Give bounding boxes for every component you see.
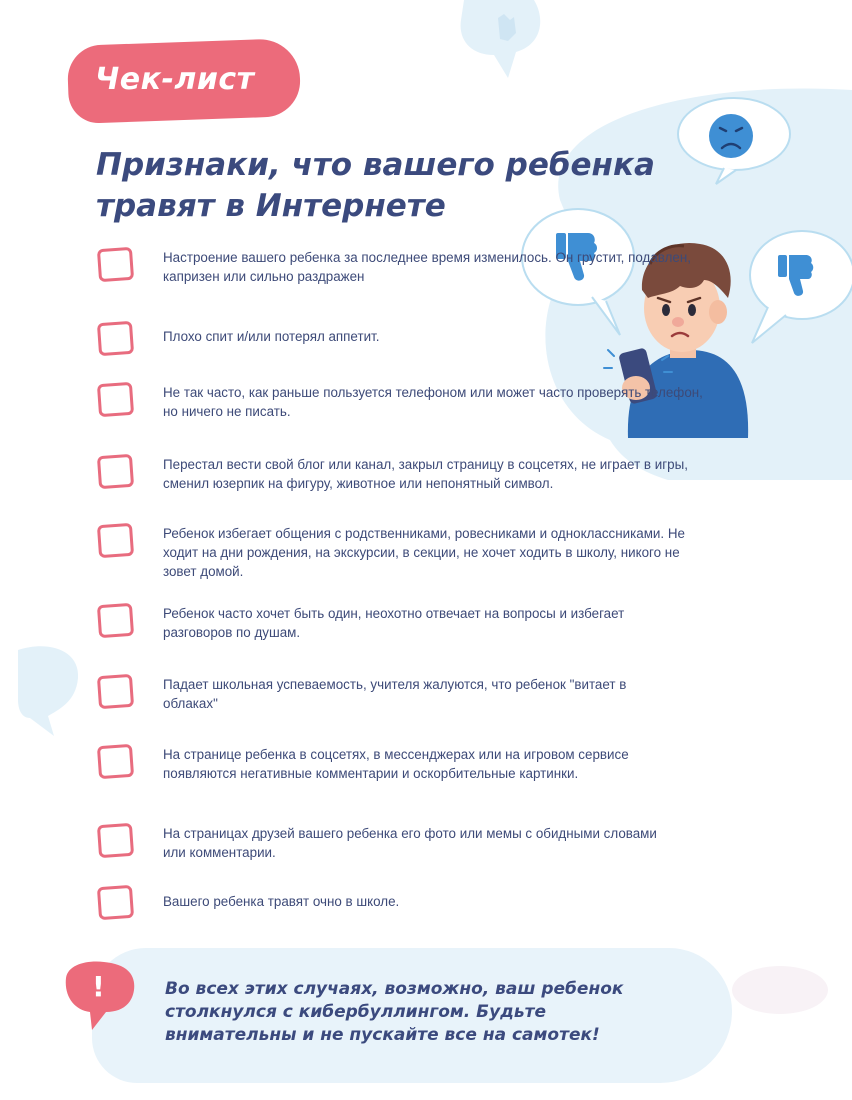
speech-bubble-left-decor <box>18 640 88 740</box>
small-decor-right <box>720 960 830 1020</box>
checkbox[interactable] <box>97 744 134 779</box>
list-item-text: Падает школьная успеваемость, учителя жалуются, что ребенок "витает в облаках" <box>163 677 627 711</box>
list-item-text: На странице ребенка в соцсетях, в мессенджерах или на игровом сервисе появляются негативные комментарии и оскорбительные картинки. <box>163 747 629 781</box>
checklist-badge-label: Чек-лист <box>95 62 255 97</box>
list-item-text: Не так часто, как раньше пользуется телефоном или может часто проверять телефон, но ничего не писать. <box>163 385 703 419</box>
list-item-text: Ребенок избегает общения с родственниками, ровесниками и одноклассниками. Не ходит на дни рождения, на экскурсии, в секции, не хочет ходить в школу, никого не зовет домой. <box>163 526 685 579</box>
thumbs-down-bubble-right <box>746 225 852 350</box>
checkbox[interactable] <box>97 603 134 638</box>
list-item-text: Перестал вести свой блог или канал, закрыл страницу в соцсетях, не играет в игры, сменил юзерпик на фигуру, животное или непонятный символ. <box>163 457 688 491</box>
callout-text: Во всех этих случаях, возможно, ваш ребенок столкнулся с кибербуллингом. Будьте внимательны и не пускайте все на самотек! <box>165 979 624 1045</box>
checkbox[interactable] <box>97 674 134 709</box>
list-item-text: На страницах друзей вашего ребенка его фото или мемы с обидными словами или комментарии. <box>163 826 657 860</box>
checkbox[interactable] <box>97 321 134 356</box>
list-item-text: Ребенок часто хочет быть один, неохотно отвечает на вопросы и избегает разговоров по душам. <box>163 606 625 640</box>
sad-face-icon <box>709 114 753 158</box>
page-title-line-1: Признаки, что вашего ребенка <box>96 147 655 183</box>
checkbox[interactable] <box>97 885 134 920</box>
checkbox[interactable] <box>97 247 134 282</box>
checkbox[interactable] <box>97 823 134 858</box>
sad-face-bubble <box>676 92 796 187</box>
list-item-text: Вашего ребенка травят очно в школе. <box>163 894 400 909</box>
checkbox[interactable] <box>97 382 134 417</box>
list-item-text: Настроение вашего ребенка за последнее время изменилось. Он грустит, подавлен, капризен или сильно раздражен <box>163 250 691 284</box>
page-title-line-2: травят в Интернете <box>96 188 446 224</box>
checkbox[interactable] <box>97 454 134 489</box>
list-item-text: Плохо спит и/или потерял аппетит. <box>163 329 380 344</box>
speech-bubble-top-decor <box>436 0 546 80</box>
checkbox[interactable] <box>97 523 134 558</box>
exclamation-mark: ! <box>92 970 105 1003</box>
